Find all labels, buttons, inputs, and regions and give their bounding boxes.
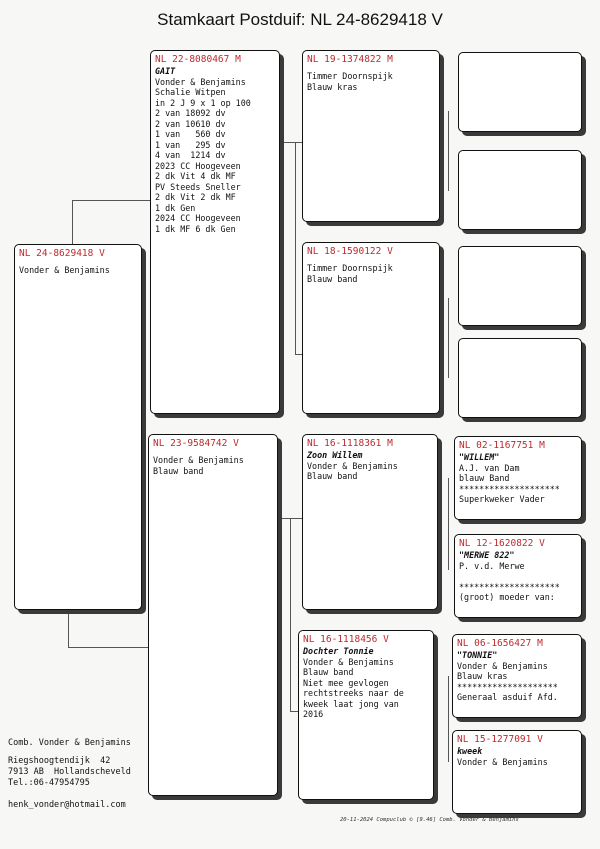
sire-line: 2023 CC Hoogeveen bbox=[155, 160, 241, 171]
ggp3-line: Generaal asduif Afd. bbox=[457, 692, 558, 702]
ggp3-nickname: "TONNIE" bbox=[457, 650, 498, 660]
sire-sire-line: Timmer Doornspijk bbox=[307, 71, 393, 81]
ggp4-line: Vonder & Benjamins bbox=[457, 756, 548, 767]
ggp3-card bbox=[452, 634, 582, 718]
dam-dam-ring: NL 16-1118456 V bbox=[303, 634, 389, 645]
empty-ancestor-card bbox=[458, 246, 582, 326]
dam-dam-line: kweek laat jong van bbox=[303, 698, 399, 709]
owner-address: Riegshoogtendijk 42 7913 AB Hollandscheveld Tel.:06-47954795 bbox=[8, 756, 131, 788]
sire-line: 2 van 18092 dv bbox=[155, 108, 226, 118]
subject-owner: Vonder & Benjamins bbox=[19, 265, 110, 275]
sire-line: 1 dk Gen bbox=[155, 202, 196, 213]
dam-sire-nickname: Zoon Willem bbox=[307, 450, 363, 460]
ggp3-ring: NL 06-1656427 M bbox=[457, 638, 543, 649]
connector bbox=[280, 142, 302, 143]
empty-ancestor-card bbox=[458, 52, 582, 132]
sire-line: 2 dk Vit 2 dk MF bbox=[155, 192, 236, 202]
sire-line: 2 dk Vit 4 dk MF bbox=[155, 171, 236, 181]
sire-line: Vonder & Benjamins bbox=[155, 76, 246, 87]
dam-dam-line: rechtstreeks naar de bbox=[303, 688, 404, 698]
sire-ring: NL 22-8080467 M bbox=[155, 54, 241, 65]
ggp3-line: Blauw kras bbox=[457, 671, 508, 681]
dam-dam-card bbox=[298, 630, 434, 800]
dam-card bbox=[148, 434, 278, 796]
sire-line: Schalie Witpen bbox=[155, 87, 226, 97]
sire-line: in 2 J 9 x 1 op 100 bbox=[155, 97, 251, 108]
sire-dam-ring: NL 18-1590122 V bbox=[307, 246, 393, 257]
connector bbox=[72, 200, 73, 245]
connector bbox=[448, 478, 449, 570]
connector bbox=[68, 610, 69, 647]
ggp4-card bbox=[452, 730, 582, 814]
ggp2-card bbox=[454, 534, 582, 618]
ggp1-line: Superkweker Vader bbox=[459, 494, 545, 504]
dam-sire-ring: NL 16-1118361 M bbox=[307, 438, 393, 449]
page-title: Stamkaart Postduif: NL 24-8629418 V bbox=[157, 10, 443, 29]
subject-ring: NL 24-8629418 V bbox=[19, 248, 105, 259]
dam-line: Blauw band bbox=[153, 465, 204, 476]
sire-card bbox=[150, 50, 280, 414]
empty-ancestor-card bbox=[458, 150, 582, 230]
print-info: 20-11-2024 Compuclub © [9.46] Comb. Vonder & Benjamins bbox=[340, 817, 519, 823]
ggp4-nickname: kweek bbox=[457, 746, 483, 756]
sire-sire-card bbox=[302, 50, 440, 222]
connector bbox=[448, 298, 449, 378]
sire-nickname: GAIT bbox=[155, 66, 176, 76]
sire-dam-line: Timmer Doornspijk bbox=[307, 263, 393, 273]
ggp1-card bbox=[454, 436, 582, 520]
ggp3-line: ******************** bbox=[457, 681, 558, 692]
ggp1-line: A.J. van Dam bbox=[459, 462, 520, 473]
sire-sire-line: Blauw kras bbox=[307, 81, 358, 92]
dam-ring: NL 23-9584742 V bbox=[153, 438, 239, 449]
dam-line: Vonder & Benjamins bbox=[153, 455, 244, 465]
ggp4-ring: NL 15-1277091 V bbox=[457, 734, 543, 745]
sire-dam-card bbox=[302, 242, 440, 414]
connector bbox=[448, 676, 449, 762]
dam-sire-card bbox=[302, 434, 438, 610]
sire-line: 1 van 295 dv bbox=[155, 139, 226, 150]
subject-card bbox=[14, 244, 142, 610]
ggp3-line: Vonder & Benjamins bbox=[457, 660, 548, 671]
dam-dam-line: Blauw band bbox=[303, 667, 354, 677]
ggp1-nickname: "WILLEM" bbox=[459, 452, 500, 462]
ggp2-line bbox=[459, 571, 577, 582]
ggp1-line: ******************** bbox=[459, 483, 560, 494]
sire-line: 1 dk MF 6 dk Gen bbox=[155, 223, 236, 234]
dam-dam-nickname: Dochter Tonnie bbox=[303, 646, 374, 656]
owner-email: henk_vonder@hotmail.com bbox=[8, 800, 126, 810]
sire-sire-ring: NL 19-1374822 M bbox=[307, 54, 393, 65]
dam-dam-line: Vonder & Benjamins bbox=[303, 656, 394, 667]
dam-dam-line: Niet mee gevlogen bbox=[303, 677, 389, 688]
empty-ancestor-card bbox=[458, 338, 582, 418]
ggp2-ring: NL 12-1620822 V bbox=[459, 538, 545, 549]
sire-line: 1 van 560 dv bbox=[155, 129, 226, 139]
ggp2-line: (groot) moeder van: bbox=[459, 592, 555, 602]
connector bbox=[448, 111, 449, 191]
dam-dam-line: 2016 bbox=[303, 709, 324, 719]
ggp1-line: blauw Band bbox=[459, 473, 510, 483]
sire-dam-line: Blauw band bbox=[307, 273, 358, 284]
connector bbox=[72, 200, 152, 201]
connector bbox=[290, 518, 291, 711]
sire-line: 2 van 10610 dv bbox=[155, 118, 226, 129]
sire-line: PV Steeds Sneller bbox=[155, 181, 241, 192]
sire-line: 4 van 1214 dv bbox=[155, 150, 226, 160]
ggp1-ring: NL 02-1167751 M bbox=[459, 440, 545, 451]
dam-sire-line: Blauw band bbox=[307, 471, 358, 481]
ggp2-line: P. v.d. Merwe bbox=[459, 560, 525, 571]
dam-sire-line: Vonder & Benjamins bbox=[307, 460, 398, 471]
owner-name: Comb. Vonder & Benjamins bbox=[8, 738, 131, 748]
ggp2-line: ******************** bbox=[459, 581, 560, 592]
sire-line: 2024 CC Hoogeveen bbox=[155, 213, 241, 223]
ggp2-nickname: "MERWE 822" bbox=[459, 550, 515, 560]
connector bbox=[68, 647, 150, 648]
connector bbox=[295, 142, 296, 354]
connector bbox=[278, 518, 303, 519]
